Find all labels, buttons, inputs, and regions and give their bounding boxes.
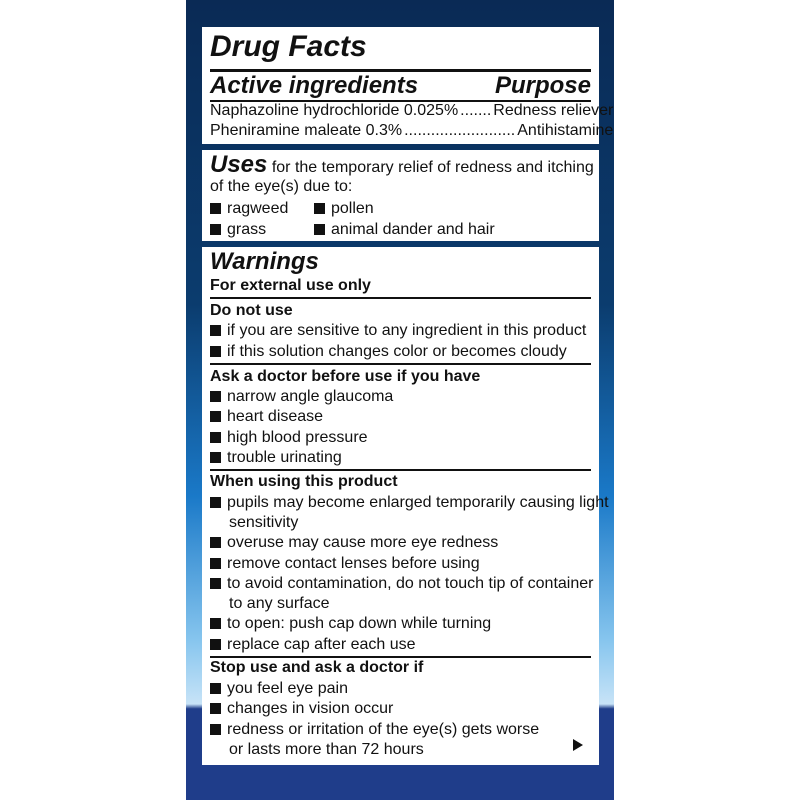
warning-item: overuse may cause more eye redness xyxy=(210,534,591,552)
warning-item: high blood pressure xyxy=(210,429,591,447)
uses-heading: Uses xyxy=(210,151,268,178)
when-using-heading: When using this product xyxy=(210,473,398,490)
square-bullet-icon xyxy=(210,639,221,650)
warning-item: trouble urinating xyxy=(210,449,591,467)
ingredient-name: Pheniramine maleate 0.3% xyxy=(210,122,403,139)
square-bullet-icon xyxy=(210,203,221,214)
square-bullet-icon xyxy=(210,497,221,508)
warning-item: if this solution changes color or becomes cloudy xyxy=(210,343,591,361)
ingredient-purpose: Antihistamine xyxy=(517,122,614,139)
ingredient-row xyxy=(210,122,614,140)
uses-text-2: of the eye(s) due to: xyxy=(210,178,353,195)
square-bullet-icon xyxy=(314,203,325,214)
square-bullet-icon xyxy=(210,325,221,336)
drug-facts-active-box xyxy=(202,27,614,144)
external-use-text: For external use only xyxy=(210,277,371,294)
warning-item-continued: sensitivity xyxy=(229,514,299,531)
purpose-heading: Purpose xyxy=(494,72,591,99)
warning-item: pupils may become enlarged temporarily causing light xyxy=(210,494,591,512)
warning-item: changes in vision occur xyxy=(210,700,591,718)
leader-dots: ....... xyxy=(460,102,492,119)
active-ingredients-heading: Active ingredients xyxy=(210,72,419,99)
triangle-right-icon xyxy=(573,739,583,751)
uses-text: for the temporary relief of redness and itching xyxy=(271,159,594,176)
square-bullet-icon xyxy=(210,537,221,548)
section-rule xyxy=(210,363,591,365)
leader-dots: ......................... xyxy=(404,122,516,139)
warning-item: heart disease xyxy=(210,408,591,426)
square-bullet-icon xyxy=(210,558,221,569)
square-bullet-icon xyxy=(210,618,221,629)
square-bullet-icon xyxy=(210,432,221,443)
uses-box xyxy=(202,150,599,241)
uses-item: grass xyxy=(210,221,591,239)
section-rule xyxy=(210,656,591,658)
stop-use-heading: Stop use and ask a doctor if xyxy=(210,659,424,676)
square-bullet-icon xyxy=(210,578,221,589)
square-bullet-icon xyxy=(210,724,221,735)
square-bullet-icon xyxy=(210,452,221,463)
square-bullet-icon xyxy=(210,683,221,694)
active-heading-row xyxy=(210,73,591,99)
square-bullet-icon xyxy=(210,703,221,714)
warning-item: if you are sensitive to any ingredient in this product xyxy=(210,322,591,340)
do-not-use-heading: Do not use xyxy=(210,302,293,319)
uses-item: pollen xyxy=(314,200,591,218)
warning-item: to open: push cap down while turning xyxy=(210,615,591,633)
warning-item: narrow angle glaucoma xyxy=(210,388,591,406)
warning-item: to avoid contamination, do not touch tip of container xyxy=(210,575,591,593)
ask-doctor-heading: Ask a doctor before use if you have xyxy=(210,368,481,385)
section-rule xyxy=(210,469,591,471)
square-bullet-icon xyxy=(210,224,221,235)
warning-item: redness or irritation of the eye(s) gets worse xyxy=(210,721,591,739)
square-bullet-icon xyxy=(210,391,221,402)
ingredient-name: Naphazoline hydrochloride 0.025% xyxy=(210,102,459,119)
warnings-heading: Warnings xyxy=(210,248,319,275)
uses-line-1 xyxy=(210,151,594,181)
ingredient-purpose: Redness reliever xyxy=(493,102,614,119)
warnings-box xyxy=(202,247,609,765)
warning-item: you feel eye pain xyxy=(210,680,591,698)
square-bullet-icon xyxy=(314,224,325,235)
square-bullet-icon xyxy=(210,411,221,422)
warning-item-continued: or lasts more than 72 hours xyxy=(229,741,424,758)
uses-item: animal dander and hair xyxy=(314,221,591,239)
drug-facts-title: Drug Facts xyxy=(210,30,367,63)
warning-item: remove contact lenses before using xyxy=(210,555,591,573)
warning-item-continued: to any surface xyxy=(229,595,330,612)
warning-item: replace cap after each use xyxy=(210,636,591,654)
ingredient-row xyxy=(210,102,614,120)
section-rule xyxy=(210,297,591,299)
square-bullet-icon xyxy=(210,346,221,357)
uses-item: ragweed xyxy=(210,200,591,218)
